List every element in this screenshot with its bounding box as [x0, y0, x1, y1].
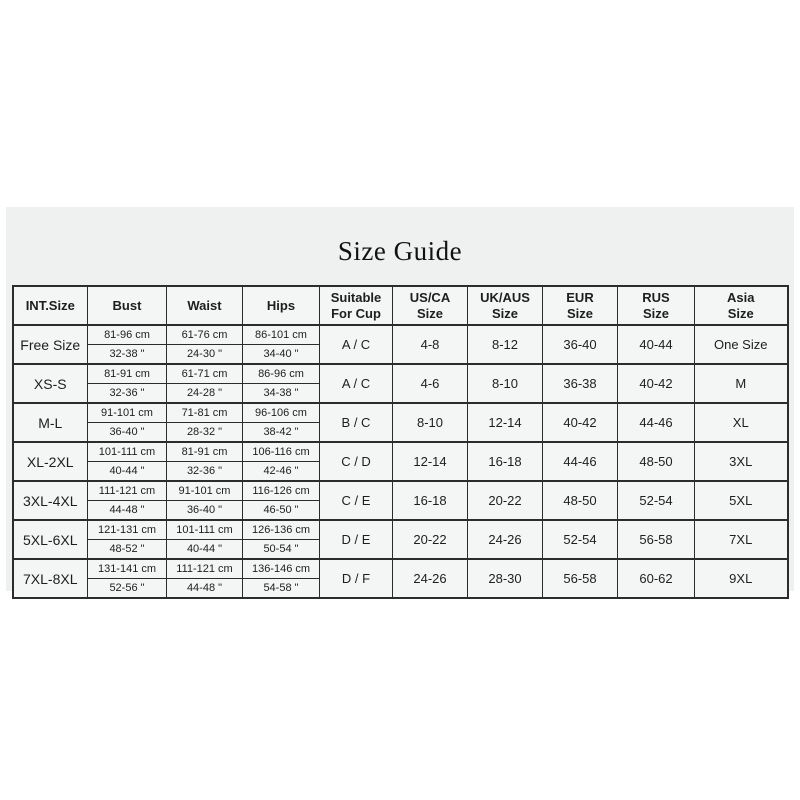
int-size-cell: 3XL-4XL	[13, 481, 88, 520]
header-line: UK/AUS	[480, 289, 530, 305]
bust-cm-cell: 101-111 cm	[88, 442, 167, 462]
us-ca-cell: 20-22	[393, 520, 468, 559]
column-header-eur-size	[543, 286, 618, 325]
bust-cm-cell: 81-96 cm	[88, 325, 167, 345]
bust-in-cell: 32-38 "	[88, 345, 167, 365]
bust-cm-cell: 91-101 cm	[88, 403, 167, 423]
us-ca-cell: 8-10	[393, 403, 468, 442]
column-header-bust	[88, 286, 167, 325]
uk-aus-cell: 12-14	[468, 403, 543, 442]
us-ca-cell: 4-6	[393, 364, 468, 403]
header-line: US/CA	[409, 289, 451, 305]
bust-in-cell: 36-40 "	[88, 423, 167, 443]
waist-in-cell: 28-32 "	[167, 423, 243, 443]
cup-cell: D / E	[320, 520, 393, 559]
asia-cell: 3XL	[695, 442, 788, 481]
us-ca-cell: 24-26	[393, 559, 468, 598]
table-row	[13, 442, 788, 462]
eur-cell: 44-46	[543, 442, 618, 481]
uk-aus-cell: 8-12	[468, 325, 543, 364]
cup-cell: A / C	[320, 364, 393, 403]
rus-cell: 60-62	[618, 559, 695, 598]
eur-cell: 52-54	[543, 520, 618, 559]
rus-cell: 56-58	[618, 520, 695, 559]
uk-aus-cell: 16-18	[468, 442, 543, 481]
header-line: Bust	[112, 297, 142, 313]
rus-cell: 44-46	[618, 403, 695, 442]
int-size-cell: 5XL-6XL	[13, 520, 88, 559]
uk-aus-cell: 20-22	[468, 481, 543, 520]
column-header-asia-size	[695, 286, 788, 325]
asia-cell: XL	[695, 403, 788, 442]
size-guide-table	[12, 285, 789, 599]
eur-cell: 48-50	[543, 481, 618, 520]
cup-cell: C / E	[320, 481, 393, 520]
header-line: Size	[642, 305, 669, 321]
asia-cell: 5XL	[695, 481, 788, 520]
header-line: Asia	[727, 289, 755, 305]
waist-in-cell: 44-48 "	[167, 579, 243, 599]
table-row	[13, 325, 788, 345]
waist-cm-cell: 81-91 cm	[167, 442, 243, 462]
column-header-uk-aus-size	[468, 286, 543, 325]
bust-cm-cell: 131-141 cm	[88, 559, 167, 579]
column-header-waist	[167, 286, 243, 325]
header-line: Waist	[187, 297, 222, 313]
column-header-hips	[243, 286, 320, 325]
hips-in-cell: 46-50 "	[243, 501, 320, 521]
waist-in-cell: 32-36 "	[167, 462, 243, 482]
column-header-us-ca-size	[393, 286, 468, 325]
hips-cm-cell: 86-96 cm	[243, 364, 320, 384]
header-line: For Cup	[331, 305, 381, 321]
waist-in-cell: 36-40 "	[167, 501, 243, 521]
header-line: Hips	[266, 297, 296, 313]
eur-cell: 40-42	[543, 403, 618, 442]
rus-cell: 40-42	[618, 364, 695, 403]
table-row	[13, 559, 788, 579]
uk-aus-cell: 8-10	[468, 364, 543, 403]
waist-cm-cell: 111-121 cm	[167, 559, 243, 579]
hips-in-cell: 54-58 "	[243, 579, 320, 599]
cup-cell: B / C	[320, 403, 393, 442]
column-header-int-size	[13, 286, 88, 325]
int-size-cell: XS-S	[13, 364, 88, 403]
hips-in-cell: 34-40 "	[243, 345, 320, 365]
table-row	[13, 364, 788, 384]
table-header-row	[13, 286, 788, 325]
int-size-cell: 7XL-8XL	[13, 559, 88, 598]
hips-cm-cell: 136-146 cm	[243, 559, 320, 579]
header-line: Size	[727, 305, 754, 321]
header-line: Size	[416, 305, 443, 321]
waist-in-cell: 40-44 "	[167, 540, 243, 560]
int-size-cell: Free Size	[13, 325, 88, 364]
column-header-suitable-for-cup	[320, 286, 393, 325]
rus-cell: 48-50	[618, 442, 695, 481]
hips-in-cell: 38-42 "	[243, 423, 320, 443]
asia-cell: M	[695, 364, 788, 403]
eur-cell: 36-38	[543, 364, 618, 403]
asia-cell: One Size	[695, 325, 788, 364]
size-guide-panel	[6, 207, 794, 594]
bust-in-cell: 52-56 "	[88, 579, 167, 599]
rus-cell: 52-54	[618, 481, 695, 520]
page-title: Size Guide	[337, 236, 463, 266]
table-row	[13, 403, 788, 423]
header-line: Size	[566, 305, 593, 321]
hips-in-cell: 34-38 "	[243, 384, 320, 404]
hips-cm-cell: 86-101 cm	[243, 325, 320, 345]
bust-in-cell: 44-48 "	[88, 501, 167, 521]
asia-cell: 7XL	[695, 520, 788, 559]
asia-cell: 9XL	[695, 559, 788, 598]
header-line: RUS	[642, 289, 670, 305]
waist-cm-cell: 101-111 cm	[167, 520, 243, 540]
column-header-rus-size	[618, 286, 695, 325]
hips-cm-cell: 126-136 cm	[243, 520, 320, 540]
bust-in-cell: 32-36 "	[88, 384, 167, 404]
table-row	[13, 520, 788, 540]
bust-cm-cell: 121-131 cm	[88, 520, 167, 540]
int-size-cell: XL-2XL	[13, 442, 88, 481]
waist-cm-cell: 61-76 cm	[167, 325, 243, 345]
header-line: Size	[491, 305, 518, 321]
eur-cell: 56-58	[543, 559, 618, 598]
table-row	[13, 481, 788, 501]
hips-in-cell: 50-54 "	[243, 540, 320, 560]
waist-in-cell: 24-28 "	[167, 384, 243, 404]
hips-in-cell: 42-46 "	[243, 462, 320, 482]
header-line: Suitable	[330, 289, 382, 305]
us-ca-cell: 12-14	[393, 442, 468, 481]
header-line: INT.Size	[25, 297, 75, 313]
us-ca-cell: 16-18	[393, 481, 468, 520]
bust-in-cell: 40-44 "	[88, 462, 167, 482]
int-size-cell: M-L	[13, 403, 88, 442]
eur-cell: 36-40	[543, 325, 618, 364]
cup-cell: A / C	[320, 325, 393, 364]
cup-cell: C / D	[320, 442, 393, 481]
waist-cm-cell: 71-81 cm	[167, 403, 243, 423]
bust-cm-cell: 111-121 cm	[88, 481, 167, 501]
us-ca-cell: 4-8	[393, 325, 468, 364]
hips-cm-cell: 106-116 cm	[243, 442, 320, 462]
header-line: EUR	[566, 289, 594, 305]
waist-in-cell: 24-30 "	[167, 345, 243, 365]
waist-cm-cell: 91-101 cm	[167, 481, 243, 501]
bust-cm-cell: 81-91 cm	[88, 364, 167, 384]
bust-in-cell: 48-52 "	[88, 540, 167, 560]
cup-cell: D / F	[320, 559, 393, 598]
waist-cm-cell: 61-71 cm	[167, 364, 243, 384]
uk-aus-cell: 24-26	[468, 520, 543, 559]
hips-cm-cell: 96-106 cm	[243, 403, 320, 423]
hips-cm-cell: 116-126 cm	[243, 481, 320, 501]
rus-cell: 40-44	[618, 325, 695, 364]
uk-aus-cell: 28-30	[468, 559, 543, 598]
